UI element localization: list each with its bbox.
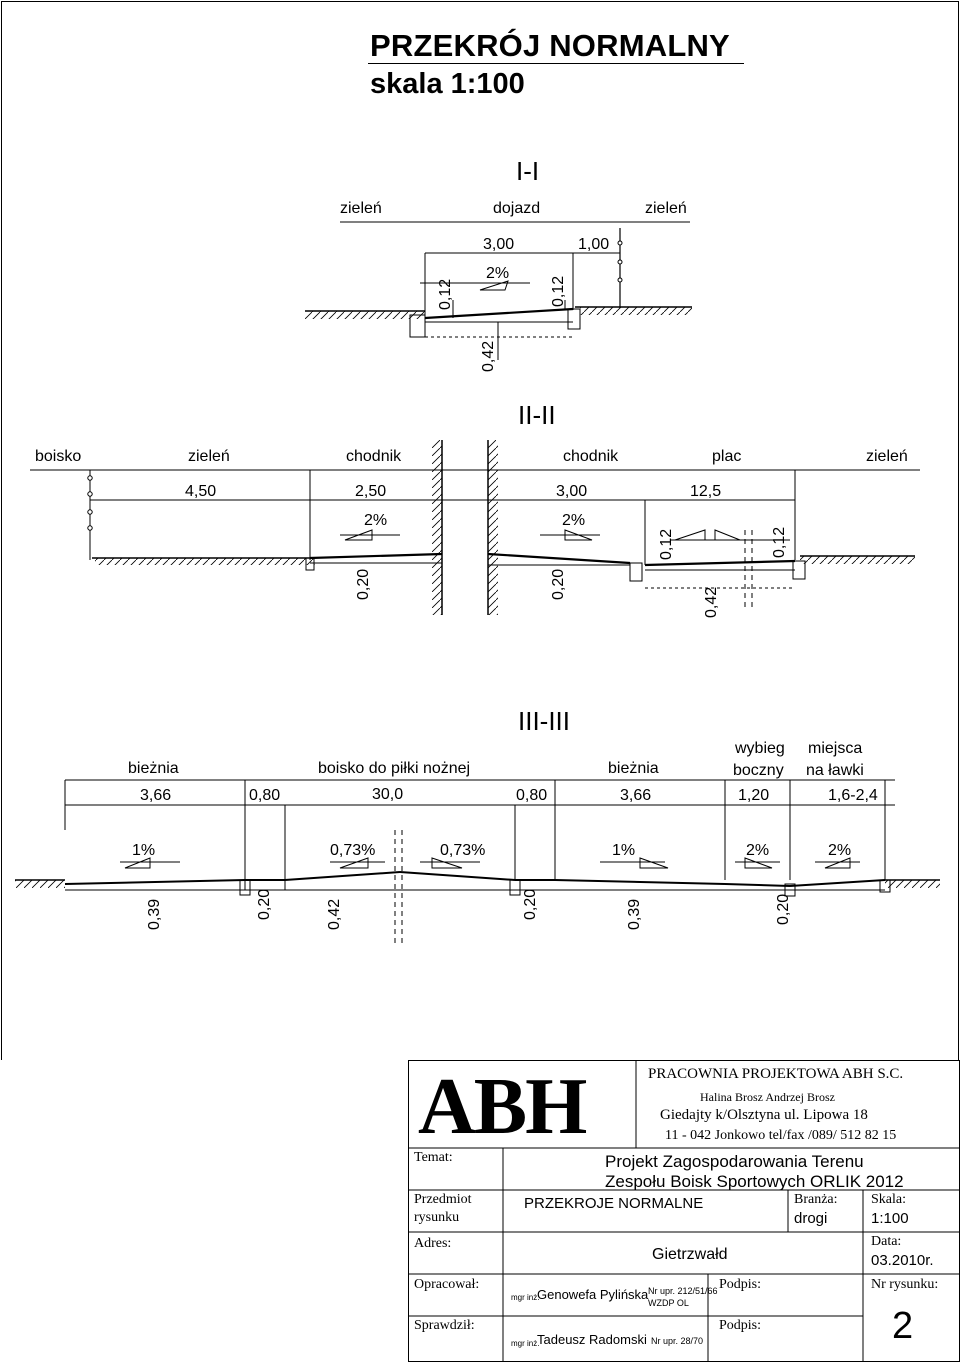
s2-walkway-right [488, 554, 630, 563]
s2-zone-greenery: zieleń [188, 448, 230, 465]
s2-slope-right: 2% [562, 512, 586, 529]
s3-depth-edge-left: 0,20 [256, 888, 273, 920]
s3-width-pitch: 30,0 [372, 786, 404, 803]
sprawdzil-name: Tadeusz Radomski [537, 1332, 647, 1347]
s3-track-left [65, 880, 245, 884]
s3-zone-football-pitch: boisko do piłki nożnej [318, 760, 471, 777]
s3-width-edge-left: 0,80 [249, 787, 281, 804]
s1-zone-greenery-left: zieleń [340, 200, 382, 217]
s2-width-walkway-right: 3,00 [556, 483, 588, 500]
przedmiot-label-1: Przedmiot [414, 1192, 472, 1207]
s3-track-right [555, 880, 725, 884]
s2-depth-plaza-left: 0,12 [658, 528, 675, 560]
s3-slope-pitch-left: 0,73% [330, 842, 376, 859]
s2-zone-pitch: boisko [35, 448, 82, 465]
s3-width-bench: 1,6-2,4 [828, 787, 878, 804]
firm-address-2: 11 - 042 Jonkowo tel/fax /089/ 512 82 15 [665, 1128, 897, 1143]
firm-name: PRACOWNIA PROJEKTOWA ABH S.C. [648, 1066, 904, 1082]
skala-value: 1:100 [871, 1210, 909, 1227]
s2-zone-greenery-right: zieleń [866, 448, 908, 465]
section-1-title: I-I [516, 156, 540, 186]
firm-logo: ABH [418, 1063, 586, 1151]
s2-walkway-left [310, 554, 442, 558]
s3-zone-bench-line1: miejsca [808, 740, 863, 757]
s2-depth-walkway-left: 0,20 [355, 568, 372, 600]
s2-zone-plaza: plac [712, 448, 742, 465]
podpis-label-2: Podpis: [719, 1318, 762, 1333]
project-title-1: Projekt Zagospodarowania Terenu [605, 1152, 864, 1171]
s3-width-track-right: 3,66 [620, 787, 652, 804]
data-value: 03.2010r. [871, 1252, 934, 1269]
opracowal-name: Genowefa Pylińska [537, 1287, 649, 1302]
page-scale: skala 1:100 [370, 68, 525, 100]
s3-width-edge-right: 0,80 [516, 787, 548, 804]
s2-depth-walkway-right: 0,20 [550, 568, 567, 600]
s3-slope-track-left: 1% [132, 842, 156, 859]
s2-slope-left: 2% [364, 512, 388, 529]
sprawdzil-prefix: mgr inż. [511, 1339, 540, 1348]
opracowal-license: Nr upr. 212/51/66 [648, 1286, 718, 1296]
project-title-2: Zespołu Boisk Sportowych ORLIK 2012 [605, 1172, 904, 1191]
s3-depth-edge-right: 0,20 [522, 888, 539, 920]
data-label: Data: [871, 1234, 902, 1249]
drawing-subject: PRZEKROJE NORMALNE [524, 1195, 704, 1212]
s1-width-road: 3,00 [483, 236, 515, 253]
s3-width-runoff: 1,20 [738, 787, 770, 804]
podpis-label-1: Podpis: [719, 1277, 762, 1292]
s3-slope-track-right: 1% [612, 842, 636, 859]
s2-depth-plaza-right: 0,12 [771, 526, 788, 558]
s1-depth-total: 0,42 [480, 340, 497, 372]
adres-value: Gietrzwałd [652, 1246, 728, 1263]
s3-depth-pitch: 0,42 [326, 898, 343, 930]
s1-depth-left: 0,12 [437, 278, 454, 310]
s3-depth-runoff: 0,20 [775, 893, 792, 925]
section-2-title: II-II [518, 400, 556, 430]
sprawdzil-label: Sprawdził: [414, 1318, 475, 1333]
s3-slope-bench: 2% [828, 842, 852, 859]
opracowal-license-org: WZDP OL [648, 1298, 689, 1308]
sprawdzil-license: Nr upr. 28/70 [651, 1336, 704, 1346]
s2-depth-plaza-total: 0,42 [703, 586, 720, 618]
s3-zone-track-left: bieżnia [128, 760, 179, 777]
s2-zone-walkway-left: chodnik [346, 448, 402, 465]
branza-label: Branża: [794, 1192, 838, 1207]
firm-owners: Halina Brosz Andrzej Brosz [700, 1090, 835, 1104]
przedmiot-label-2: rysunku [414, 1210, 460, 1225]
s3-depth-track-right: 0,39 [626, 898, 643, 930]
branza-value: drogi [794, 1210, 828, 1227]
s3-zone-bench-line2: na ławki [806, 762, 864, 779]
temat-label: Temat: [414, 1150, 453, 1165]
s3-width-track-left: 3,66 [140, 787, 172, 804]
s1-width-shoulder: 1,00 [578, 236, 610, 253]
section-3-title: III-III [518, 706, 570, 736]
s3-pitch-right [400, 872, 515, 880]
s3-depth-track-left: 0,39 [146, 898, 163, 930]
s3-slope-runoff: 2% [746, 842, 770, 859]
drawing-number: 2 [892, 1305, 914, 1347]
s1-slope: 2% [486, 265, 510, 282]
s2-width-walkway-left: 2,50 [355, 483, 387, 500]
firm-address-1: Giedajty k/Olsztyna ul. Lipowa 18 [660, 1107, 868, 1123]
s3-slope-pitch-right: 0,73% [440, 842, 486, 859]
s2-width-plaza: 12,5 [690, 483, 722, 500]
s1-zone-greenery-right: zieleń [645, 200, 687, 217]
s3-zone-track-right: bieżnia [608, 760, 659, 777]
opracowal-label: Opracował: [414, 1277, 480, 1292]
s3-zone-runoff-line2: boczny [733, 762, 784, 779]
s1-zone-access-road: dojazd [493, 200, 541, 217]
s1-depth-right: 0,12 [550, 275, 567, 307]
s3-zone-runoff-line1: wybieg [735, 740, 785, 757]
s1-road-surface [425, 309, 573, 318]
page-title: PRZEKRÓJ NORMALNY [370, 28, 730, 63]
s2-zone-walkway-right: chodnik [563, 448, 619, 465]
s2-plaza-surface [645, 561, 795, 565]
s3-pitch-left [285, 872, 400, 880]
opracowal-prefix: mgr inż. [511, 1293, 540, 1302]
adres-label: Adres: [414, 1236, 452, 1251]
nr-rysunku-label: Nr rysunku: [871, 1277, 939, 1292]
skala-label: Skala: [871, 1192, 906, 1207]
s2-width-greenery: 4,50 [185, 483, 217, 500]
